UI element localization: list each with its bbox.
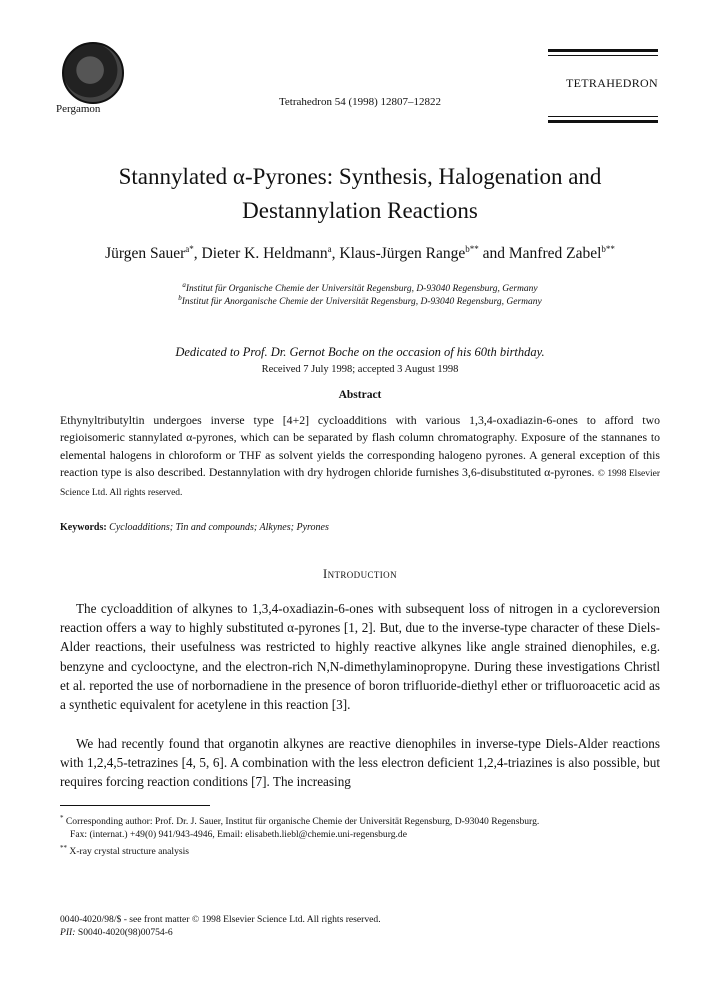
footnote-corresponding: [60, 812, 660, 841]
intro-paragraph-1: The cycloaddition of alkynes to 1,3,4-oxadiazin-6-ones with subsequent loss of nitrogen in a cycloreversion reaction offers a way to highly substituted α-pyrones [1, 2]. But, due to the inverse-type character of these Diels-Alder reactions, their usefulness was restricted to highly reactive alkynes like angle strained dienophiles, e.g. benzyne and cyclooctyne, and the electron-rich N,N-dimethylaminopropyne. During these investigations Christl et al. reported the use of norbornadiene in the presence of boron trifluoride-diethyl ether or trifluoroacetic acid as a synthetic equivalent for acetylene in this reaction [3].: [60, 601, 660, 713]
received-dates: Received 7 July 1998; accepted 3 August 1998: [261, 364, 459, 375]
journal-name: TETRAHEDRON: [566, 76, 658, 90]
author-name: , Dieter K. Heldmann: [193, 245, 328, 263]
abstract-text: Ethynyltributyltin undergoes inverse type [4+2] cycloadditions with various 1,3,4-oxadiazin-6-ones to afford two regioisomeric stannylated α-pyrones, which can be separated by flash column chromatography. Exposure of the stannanes to elemental halogens in chloroform or THF as solvent yields the corresponding halogeno pyrones. A general exception of this reaction type is also described. Destannylation with dry hydrogen chloride furnishes 3,6-disubstituted α-pyrones.: [60, 413, 660, 479]
affiliation-text: Institut für Anorganische Chemie der Universität Regensburg, D-93040 Regensburg, Germany: [181, 297, 542, 308]
abstract-body: [60, 412, 660, 502]
pii-value: S0040-4020(98)00754-6: [77, 926, 173, 938]
keywords-label: Keywords:: [60, 522, 107, 533]
author-name: , Klaus-Jürgen Range: [331, 245, 466, 263]
affiliation-sup: a: [182, 281, 186, 289]
abstract-copyright: © 1998 Elsevier Science Ltd. All rights reserved.: [60, 468, 661, 499]
author-sup: b**: [601, 244, 615, 254]
dedication: Dedicated to Prof. Dr. Gernot Boche on the occasion of his 60th birthday.: [175, 345, 545, 359]
journal-reference: Tetrahedron 54 (1998) 12807–12822: [278, 96, 442, 108]
author-name: Jürgen Sauer: [105, 245, 186, 263]
affiliation-text: Institut für Organische Chemie der Universität Regensburg, D-93040 Regensburg, Germany: [185, 284, 538, 295]
affiliation-b: [60, 294, 660, 307]
title-line-1: Stannylated α-Pyrones: Synthesis, Halogenation and: [118, 164, 602, 189]
copyright-line: 0040-4020/98/$ - see front matter © 1998 Elsevier Science Ltd. All rights reserved.: [60, 914, 381, 925]
author-list: [60, 244, 660, 263]
footnote-text: X-ray crystal structure analysis: [69, 846, 190, 858]
header-rule-top-thin: [548, 55, 658, 56]
author-sup: b**: [465, 244, 479, 254]
header-rule-top: [548, 49, 658, 52]
pii-label: PII:: [60, 926, 76, 938]
paper-title: [60, 160, 660, 228]
footnote-rule: [60, 805, 210, 806]
front-matter: [60, 914, 381, 939]
publisher-logo: [62, 42, 124, 104]
title-line-2: Destannylation Reactions: [242, 198, 478, 223]
author-sup: a*: [185, 244, 194, 254]
keywords: [60, 522, 660, 533]
section-heading: Introduction: [323, 567, 397, 581]
header-rule-bottom: [548, 120, 658, 123]
footnote-mark: *: [60, 814, 64, 822]
publisher-name: Pergamon: [56, 103, 101, 115]
footnote-mark: **: [60, 844, 67, 852]
affiliation-a: [60, 281, 660, 294]
header-rule-bottom-thin: [548, 116, 658, 117]
footnote-contact: Fax: (internat.) +49(0) 941/943-4946, Email: elisabeth.liebl@chemie.uni-regensburg.de: [70, 828, 407, 840]
intro-paragraph-2: We had recently found that organotin alkynes are reactive dienophiles in inverse-type Diels-Alder reactions with 1,2,4,5-tetrazines [4, 5, 6]. A combination with the less electron deficient 1,2,4-triazines is also possible, but requires forcing reaction conditions [7]. The increasing: [60, 736, 660, 790]
affiliation-sup: b: [178, 294, 182, 302]
keywords-list: Cycloadditions; Tin and compounds; Alkynes; Pyrones: [109, 522, 329, 533]
footnote-xray: [60, 842, 660, 859]
author-sup: a: [327, 244, 332, 254]
pii-line: [60, 927, 381, 940]
abstract-heading: Abstract: [338, 389, 382, 401]
author-name: and Manfred Zabel: [478, 245, 602, 263]
footnote-text: Corresponding author: Prof. Dr. J. Sauer, Institut für organische Chemie der Universität Regensburg, D-93040 Regensburg.: [65, 816, 540, 828]
